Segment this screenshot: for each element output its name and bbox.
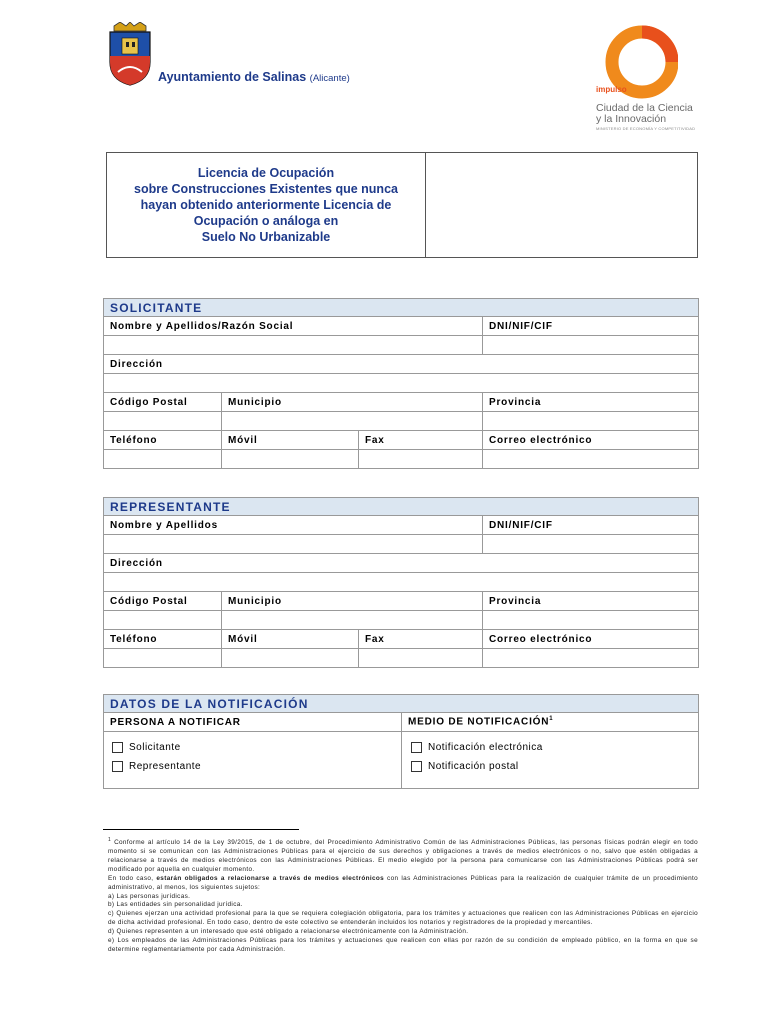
representante-postal-label: Código Postal	[104, 592, 222, 611]
title-box	[106, 152, 698, 258]
postal-option-label: Notificación postal	[428, 761, 519, 772]
medio-options-cell	[402, 732, 699, 789]
postal-checkbox[interactable]	[411, 761, 422, 772]
city-line-1: Ciudad de la Ciencia	[596, 102, 693, 114]
option-solicitante[interactable]	[112, 742, 181, 753]
city-of-science-text	[596, 103, 693, 125]
town-name	[158, 70, 350, 84]
representante-address-field[interactable]	[104, 573, 699, 592]
document-title	[107, 165, 425, 245]
representante-postal-field[interactable]	[104, 611, 222, 630]
option-notificacion-electronica[interactable]	[411, 742, 543, 753]
solicitante-municipio-label: Municipio	[222, 393, 483, 412]
title-line-3: hayan obtenido anteriormente Licencia de	[140, 198, 392, 212]
representante-name-label: Nombre y Apellidos	[104, 516, 483, 535]
solicitante-option-label: Solicitante	[129, 742, 181, 753]
persona-notificar-label: PERSONA A NOTIFICAR	[104, 713, 402, 732]
electronica-checkbox[interactable]	[411, 742, 422, 753]
option-representante[interactable]	[112, 761, 201, 772]
footnote-item-a: a) Las personas jurídicas.	[108, 892, 191, 900]
representante-provincia-field[interactable]	[483, 611, 699, 630]
solicitante-name-label: Nombre y Apellidos/Razón Social	[104, 317, 483, 336]
medio-notificacion-header	[402, 713, 699, 732]
representante-municipio-field[interactable]	[222, 611, 483, 630]
solicitante-telefono-field[interactable]	[104, 450, 222, 469]
option-notificacion-postal[interactable]	[411, 761, 519, 772]
footnote-ref: 1	[549, 716, 554, 723]
footnote-mark: 1	[108, 837, 112, 843]
footnote-item-d: d) Quienes representen a un interesado que esté obligado a relacionarse electrónicamente con la Administración.	[108, 928, 469, 936]
solicitante-postal-label: Código Postal	[104, 393, 222, 412]
solicitante-fax-field[interactable]	[359, 450, 483, 469]
footnote-paragraph-1	[108, 836, 698, 875]
title-line-4: Ocupación o análoga en	[193, 214, 339, 228]
representante-correo-field[interactable]	[483, 649, 699, 668]
solicitante-movil-label: Móvil	[222, 431, 359, 450]
solicitante-correo-label: Correo electrónico	[483, 431, 699, 450]
title-line-1: Licencia de Ocupación	[197, 166, 335, 180]
footnote-text-2-bold: estarán obligados a relacionarse a través de medios electrónicos	[156, 874, 385, 882]
ministry-caption: MINISTERIO DE ECONOMÍA Y COMPETITIVIDAD	[596, 126, 696, 131]
representante-telefono-label: Teléfono	[104, 630, 222, 649]
solicitante-table	[103, 298, 699, 469]
representante-municipio-label: Municipio	[222, 592, 483, 611]
solicitante-heading: SOLICITANTE	[104, 299, 699, 317]
footnote-item-c: c) Quienes ejerzan una actividad profesional para la que se requiera colegiación obligatoria, para los trámites y actuaciones que realicen con las Administraciones Públicas en ejercicio de dicha actividad profesional. En todo caso, dentro de este colectivo se entenderán incluidos los notarios y registradores de la propiedad y mercantiles.	[108, 910, 698, 927]
representante-movil-label: Móvil	[222, 630, 359, 649]
solicitante-fax-label: Fax	[359, 431, 483, 450]
representante-dni-label: DNI/NIF/CIF	[483, 516, 699, 535]
representante-name-field[interactable]	[104, 535, 483, 554]
footnote-paragraph-2	[108, 875, 698, 893]
solicitante-postal-field[interactable]	[104, 412, 222, 431]
solicitante-address-label: Dirección	[104, 355, 699, 374]
title-divider	[425, 153, 426, 257]
footnote-text-1: Conforme al artículo 14 de la Ley 39/2015, de 1 de octubre, del Procedimiento Administrativo Común de las Administraciones Públicas, las personas físicas podrán elegir en todo momento si se comunican con las Administraciones Públicas para el ejercicio de sus derechos y obligaciones a través de medios electrónicos o no, salvo que estén obligadas a relacionarse a través de medios electrónicos con las Administraciones Públicas. El medio elegido por la persona para comunicarse con las Administraciones Públicas podrá ser modificado por aquella en cualquier momento.	[108, 839, 698, 873]
footnote-item-e: e) Los empleados de las Administraciones Públicas para los trámites y actuaciones que realicen con ellas por razón de su condición de empleado público, en la forma en que se determine reglamentariamente por cada Administración.	[108, 937, 698, 953]
footnote-text-2a: En todo caso,	[108, 874, 157, 882]
solicitante-telefono-label: Teléfono	[104, 431, 222, 450]
representante-dni-field[interactable]	[483, 535, 699, 554]
notificacion-heading: DATOS DE LA NOTIFICACIÓN	[104, 695, 699, 713]
medio-notificacion-label: MEDIO DE NOTIFICACIÓN	[408, 716, 550, 728]
notificacion-table	[103, 694, 699, 789]
footnote-item-b: b) Las entidades sin personalidad jurídica.	[108, 901, 243, 909]
footnote-separator	[103, 829, 299, 830]
representante-telefono-field[interactable]	[104, 649, 222, 668]
representante-heading: REPRESENTANTE	[104, 498, 699, 516]
representante-fax-label: Fax	[359, 630, 483, 649]
solicitante-dni-label: DNI/NIF/CIF	[483, 317, 699, 336]
city-line-2: y la Innovación	[596, 113, 667, 125]
solicitante-movil-field[interactable]	[222, 450, 359, 469]
solicitante-dni-field[interactable]	[483, 336, 699, 355]
solicitante-address-field[interactable]	[104, 374, 699, 393]
solicitante-checkbox[interactable]	[112, 742, 123, 753]
representante-movil-field[interactable]	[222, 649, 359, 668]
page-header	[0, 0, 770, 140]
persona-options-cell	[104, 732, 402, 789]
province-label: (Alicante)	[309, 73, 350, 84]
representante-table	[103, 497, 699, 668]
footnote-text-2b: con las Administraciones Públicas para la realización de cualquier trámite de un procedimiento administrativo, al menos, los siguientes sujetos:	[108, 874, 699, 891]
impulso-wordmark: impulso	[596, 85, 627, 94]
coat-of-arms-logo	[106, 22, 154, 86]
solicitante-name-field[interactable]	[104, 336, 483, 355]
representante-checkbox[interactable]	[112, 761, 123, 772]
title-line-2: sobre Construcciones Existentes que nunca	[134, 182, 398, 196]
representante-fax-field[interactable]	[359, 649, 483, 668]
footnote	[108, 836, 698, 955]
solicitante-provincia-label: Provincia	[483, 393, 699, 412]
title-line-5: Suelo No Urbanizable	[201, 230, 331, 244]
representante-correo-label: Correo electrónico	[483, 630, 699, 649]
solicitante-correo-field[interactable]	[483, 450, 699, 469]
representante-address-label: Dirección	[104, 554, 699, 573]
representante-provincia-label: Provincia	[483, 592, 699, 611]
representante-option-label: Representante	[129, 761, 202, 772]
solicitante-provincia-field[interactable]	[483, 412, 699, 431]
electronica-option-label: Notificación electrónica	[428, 742, 543, 753]
solicitante-municipio-field[interactable]	[222, 412, 483, 431]
town-title: Ayuntamiento de Salinas	[158, 70, 307, 84]
